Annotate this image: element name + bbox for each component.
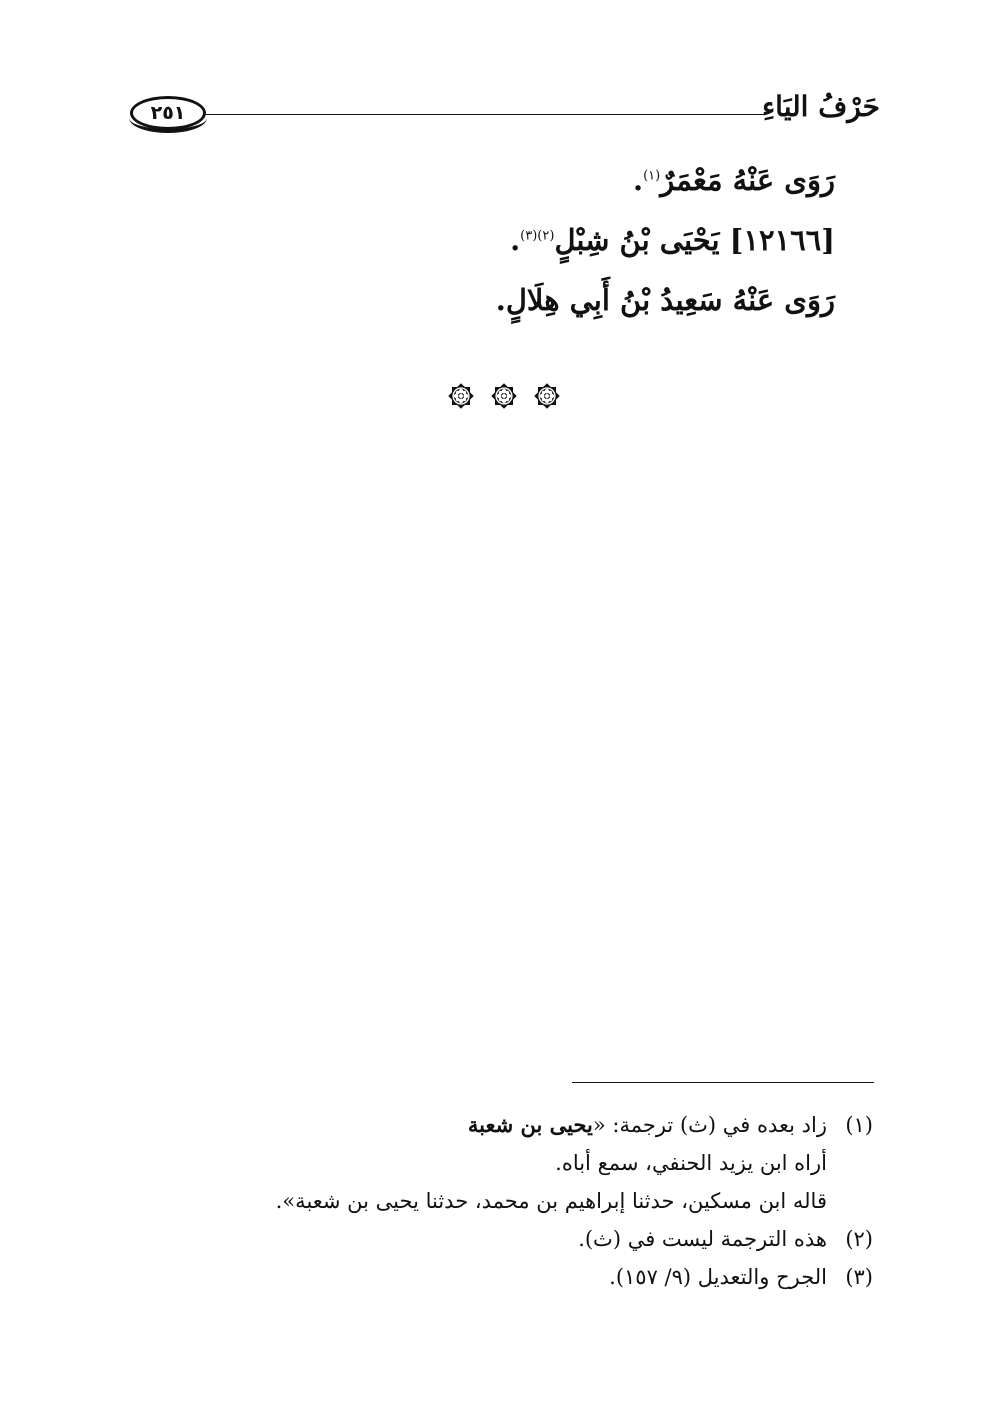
page-number-text: ٢٥١ xyxy=(150,102,186,124)
narration-line-1-text: رَوَى عَنْهُ مَعْمَرٌ xyxy=(660,163,835,197)
footnote-1-line-2-text: أراه ابن يزيد الحنفي، سمع أباه. xyxy=(555,1151,827,1175)
footnote-1-line-1 xyxy=(253,1106,873,1144)
footnote-1-line-3-text: قاله ابن مسكين، حدثنا إبراهيم بن محمد، حدثنا يحيى بن شعبة». xyxy=(275,1189,827,1213)
entry-heading xyxy=(135,210,835,270)
page-number xyxy=(130,96,206,130)
narration-line-1-end: . xyxy=(632,163,644,197)
footnote-3-text: الجرح والتعديل (٩/ ١٥٧). xyxy=(609,1265,827,1289)
entry-heading-end: . xyxy=(510,223,521,257)
footnote-2-text: هذه الترجمة ليست في (ث). xyxy=(578,1227,827,1251)
narration-line-3: رَوَى عَنْهُ سَعِيدُ بْنُ أَبِي هِلَالٍ. xyxy=(495,283,835,317)
eight-point-star-rosette-icon xyxy=(489,381,519,411)
running-header xyxy=(128,88,880,140)
footnote-3-marker: (٣) xyxy=(845,1265,873,1289)
footnote-1-line-3 xyxy=(253,1182,873,1220)
footnote-ref-2-3: (٢)(٣) xyxy=(520,228,555,244)
footnote-3 xyxy=(253,1258,873,1296)
footnote-separator xyxy=(572,1082,874,1083)
footnote-2 xyxy=(253,1220,873,1258)
footnote-1-line-2 xyxy=(253,1144,873,1182)
section-ornaments xyxy=(446,378,562,414)
main-text xyxy=(135,150,835,330)
narration-line-1 xyxy=(135,150,835,210)
entry-name: يَحْيَى بْنُ شِبْلٍ xyxy=(554,223,720,257)
eight-point-star-rosette-icon xyxy=(446,381,476,411)
footnote-ref-1: (١) xyxy=(643,168,661,184)
footnotes xyxy=(253,1106,873,1296)
footnote-1-bold-name: يحيى بن شعبة xyxy=(467,1112,593,1137)
header-rule xyxy=(206,114,766,115)
footnote-1-marker: (١) xyxy=(845,1113,873,1137)
footnote-1-prefix: زاد بعده في (ث) ترجمة: « xyxy=(592,1113,827,1137)
eight-point-star-rosette-icon xyxy=(532,381,562,411)
chapter-title: حَرْفُ اليَاءِ xyxy=(762,90,880,123)
footnote-2-marker: (٢) xyxy=(845,1227,873,1251)
entry-number: [١٢١٦٦] xyxy=(729,223,835,257)
